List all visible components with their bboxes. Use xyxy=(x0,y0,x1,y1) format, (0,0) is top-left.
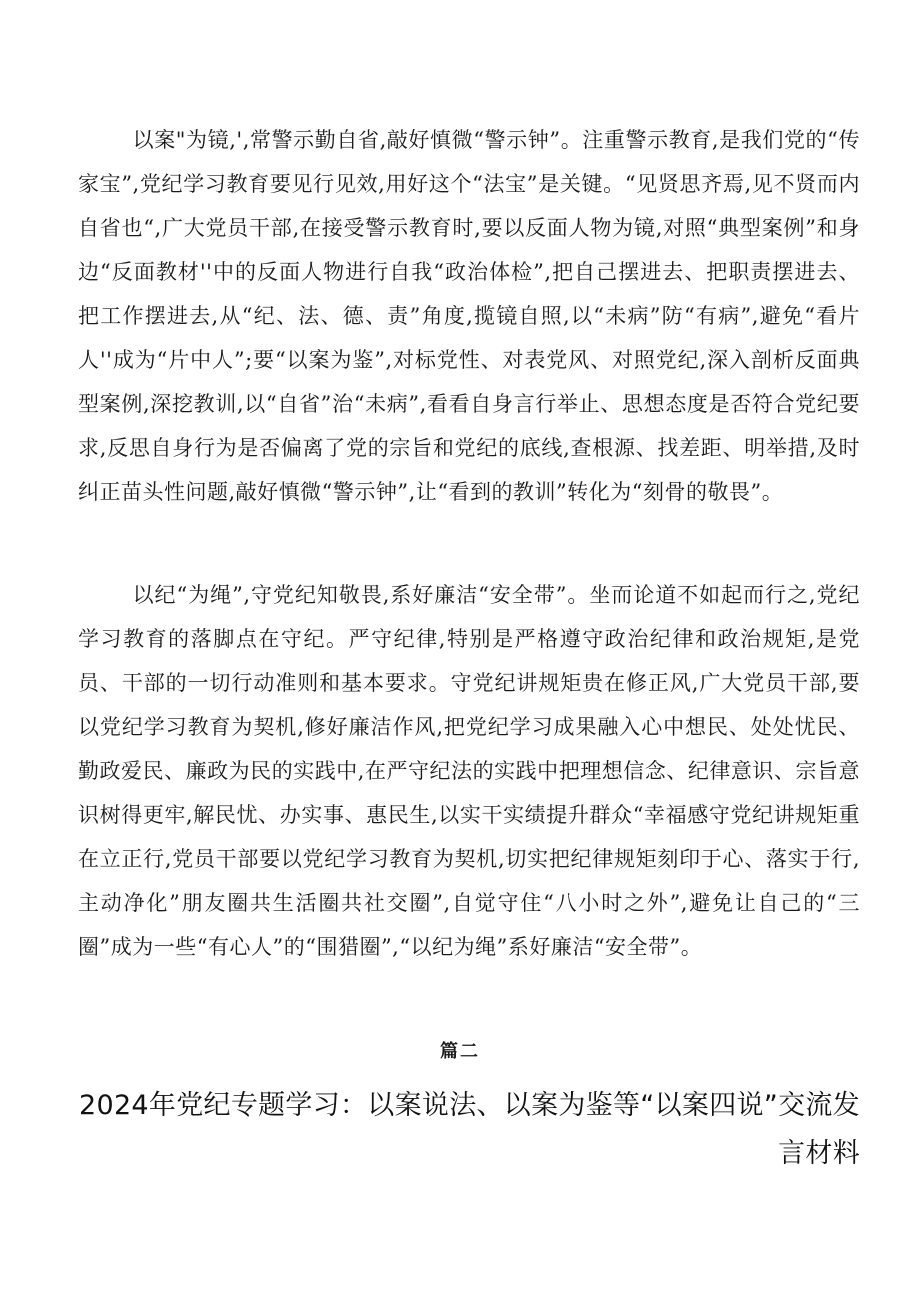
document-title: 2024年党纪专题学习：以案说法、以案为鉴等“以案四说”交流发言材料 xyxy=(79,1090,860,1169)
section-label: 篇二 xyxy=(440,1041,480,1062)
body-paragraph-1: 以案"为镜,',常警示勤自省,敲好慎微“警示钟”。注重警示教育,是我们党的“传家宝”,党纪学习教育要见行见效,用好这个“法宝”是关键。“见贤思齐焉,见不贤而内自省也“,广大党员干部,在接受警示教育时,要以反面人物为镜,对照“典型案例”和身边“反面教材''中的反面人物进行自我“政治体检”,把自己摆进去、把职责摆进去、把工作摆进去,从“纪、法、德、责”角度,揽镜自照,以“未病”防“有病”,避免“看片人''成为“片中人”;要“以案为鉴”,对标党性、对表党风、对照党纪,深入剖析反面典型案例,深挖教训,以“自省”治“未病”,看看自身言行举止、思想态度是否符合党纪要求,反思自身行为是否偏离了党的宗旨和党纪的底线,查根源、找差距、明举措,及时纠正苗头性问题,敲好慎微“警示钟”,让“看到的教训”转化为“刻骨的敬畏”。 xyxy=(78,128,860,504)
body-paragraph-2: 以纪“为绳”,守党纪知敬畏,系好廉洁“安全带”。坐而论道不如起而行之,党纪学习教育的落脚点在守纪。严守纪律,特别是严格遵守政治纪律和政治规矩,是党员、干部的一切行动准则和基本要求。守党纪讲规矩贵在修正风,广大党员干部,要以党纪学习教育为契机,修好廉洁作风,把党纪学习成果融入心中想民、处处忧民、勤政爱民、廉政为民的实践中,在严守纪法的实践中把理想信念、纪律意识、宗旨意识树得更牢,解民忧、办实事、惠民生,以实干实绩提升群众“幸福感守党纪讲规矩重在立正行,党员干部要以党纪学习教育为契机,切实把纪律规矩刻印于心、落实于行,主动净化”朋友圈共生活圈共社交圈”,自觉守住“八小时之外”,避免让自己的“三圈”成为一些“有心人”的“围猎圈”,“以纪为绳”系好廉洁“安全带”。 xyxy=(78,583,860,959)
